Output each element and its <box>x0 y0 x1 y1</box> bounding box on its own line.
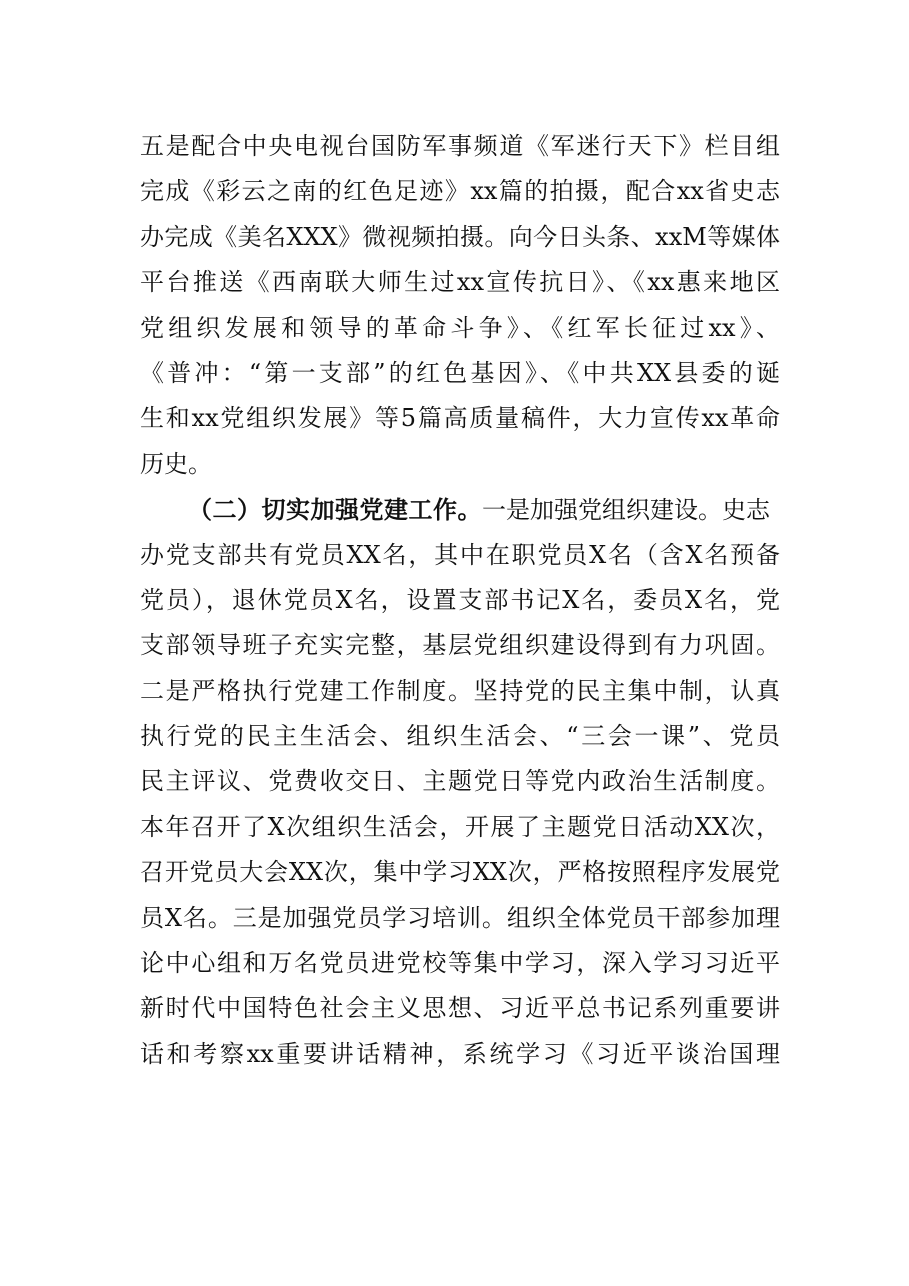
text-line: 五是配合中央电视台国防军事频道《军迷行天下》栏目组 <box>140 132 780 160</box>
text-line: 话和考察xx重要讲话精神，系统学习《习近平谈治国理 <box>140 1039 780 1068</box>
section-heading: （二）切实加强党建工作。 <box>188 495 482 525</box>
text-line: 员X名。三是加强党员学习培训。组织全体党员干部参加理 <box>140 903 780 932</box>
text-line: 生和xx党组织发展》等5篇高质量稿件，大力宣传xx革命 <box>140 404 780 433</box>
text-line: 执行党的民主生活会、组织生活会、“三会一课”、党员 <box>140 722 780 751</box>
text-line: 本年召开了X次组织生活会，开展了主题党日活动XX次， <box>140 812 780 841</box>
text-line: 办党支部共有党员XX名，其中在职党员X名（含X名预备 <box>140 540 780 569</box>
section-heading-rest: 一是加强党组织建设。史志 <box>482 496 770 525</box>
text-line: 办完成《美名XXX》微视频拍摄。向今日头条、xxM等媒体 <box>140 222 780 251</box>
text-line: 平台推送《西南联大师生过xx宣传抗日》、《xx惠来地区 <box>140 268 780 297</box>
text-line: 党员），退休党员X名，设置支部书记X名，委员X名，党 <box>140 585 780 614</box>
body-text <box>140 124 780 1077</box>
text-line-last: 历史。 <box>140 449 212 478</box>
section-heading-line <box>140 487 780 532</box>
text-line: 民主评议、党费收交日、主题党日等党内政治生活制度。 <box>140 767 780 796</box>
text-line: 新时代中国特色社会主义思想、习近平总书记系列重要讲 <box>140 994 780 1023</box>
text-line: 完成《彩云之南的红色足迹》xx篇的拍摄，配合xx省史志 <box>140 177 780 206</box>
text-line: 《普冲：“第一支部”的红色基因》、《中共XX县委的诞 <box>140 358 780 387</box>
text-line: 支部领导班子充实完整，基层党组织建设得到有力巩固。 <box>140 631 780 660</box>
text-line: 论中心组和万名党员进党校等集中学习，深入学习习近平 <box>140 949 780 978</box>
text-line: 二是严格执行党建工作制度。坚持党的民主集中制，认真 <box>140 676 780 705</box>
text-line: 党组织发展和领导的革命斗争》、《红军长征过xx》、 <box>140 313 780 342</box>
text-line: 召开党员大会XX次，集中学习XX次，严格按照程序发展党 <box>140 858 780 887</box>
